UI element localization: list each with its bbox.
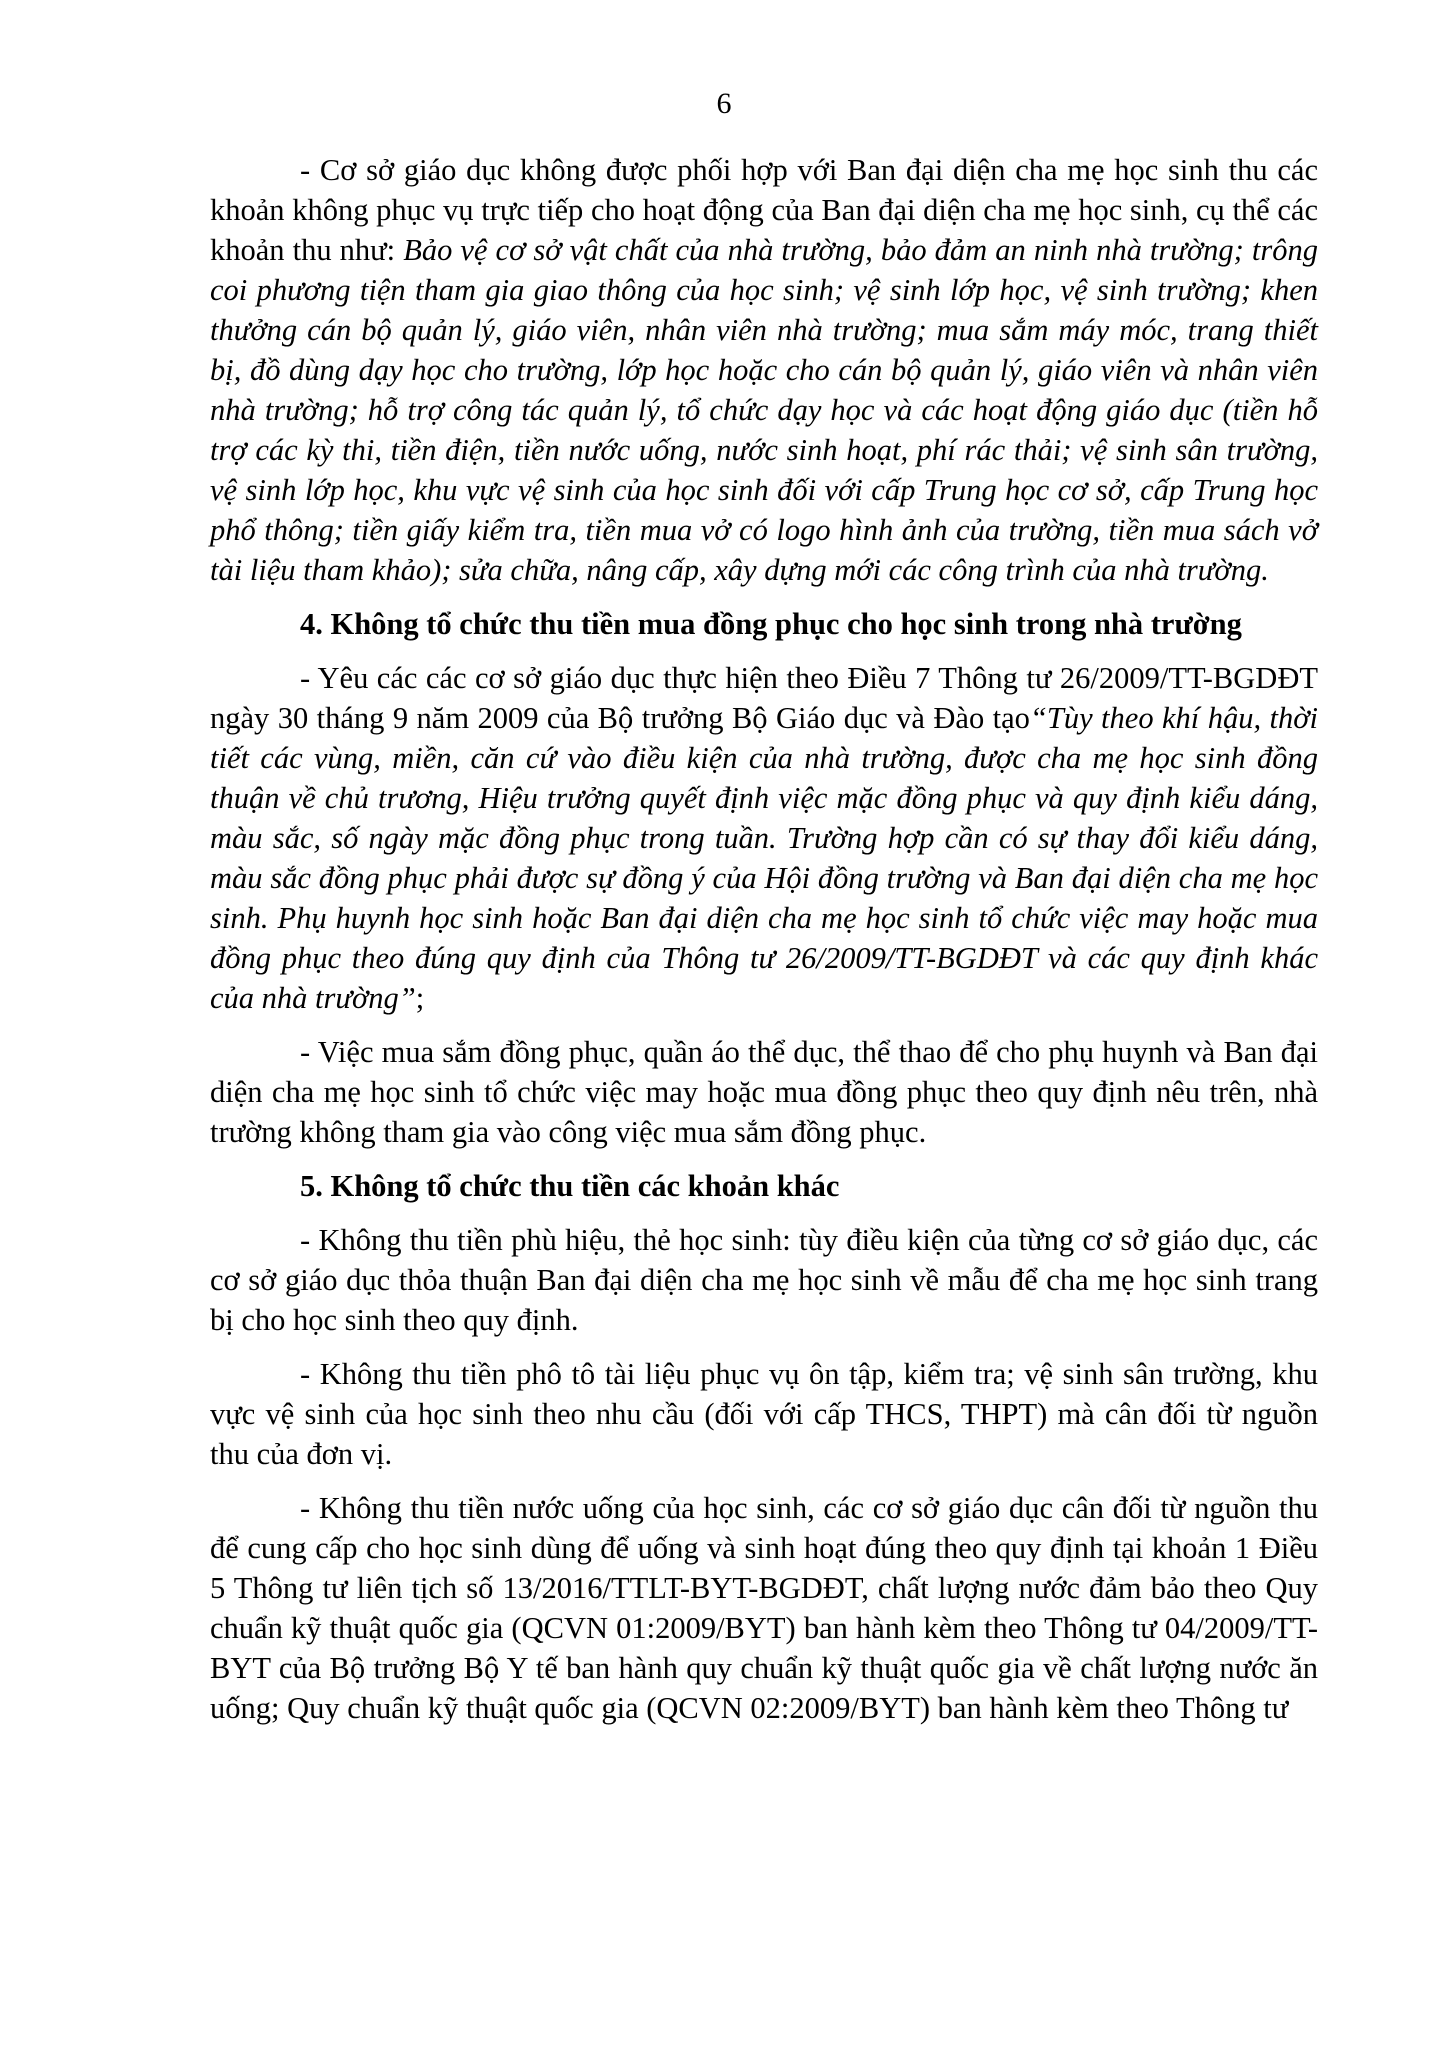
paragraph-uniform-purchase: - Việc mua sắm đồng phục, quần áo thể dục, thể thao để cho phụ huynh và Ban đại diện cha mẹ học sinh tổ chức việc may hoặc mua đồng phục theo quy định nêu trên, nhà trường không tham gia vào công việc mua sắm đồng phục. bbox=[210, 1035, 1318, 1149]
document-body bbox=[210, 150, 1318, 1742]
section-heading-other-fees: 5. Không tổ chức thu tiền các khoản khác bbox=[300, 1169, 840, 1203]
paragraph-drinking-water: - Không thu tiền nước uống của học sinh, các cơ sở giáo dục cân đối từ nguồn thu để cung cấp cho học sinh dùng để uống và sinh hoạt đúng theo quy định tại khoản 1 Điều 5 Thông tư liên tịch số 13/2016/TTLT-BYT-BGDĐT, chất lượng nước đảm bảo theo Quy chuẩn kỹ thuật quốc gia (QCVN 01:2009/BYT) ban hành kèm theo Thông tư 04/2009/TT-BYT của Bộ trưởng Bộ Y tế ban hành quy chuẩn kỹ thuật quốc gia về chất lượng nước ăn uống; Quy chuẩn kỹ thuật quốc gia (QCVN 02:2009/BYT) ban hành kèm theo Thông tư bbox=[210, 1491, 1318, 1725]
paragraph-italic-quote: “Tùy theo khí hậu, thời tiết các vùng, miền, căn cứ vào điều kiện của nhà trường, được cha mẹ học sinh đồng thuận về chủ trương, Hiệu trưởng quyết định việc mặc đồng phục và quy định kiểu dáng, màu sắc, số ngày mặc đồng phục trong tuần. Trường hợp cần có sự thay đổi kiểu dáng, màu sắc đồng phục phải được sự đồng ý của Hội đồng trường và Ban đại diện cha mẹ học sinh. Phụ huynh học sinh hoặc Ban đại diện cha mẹ học sinh tổ chức việc may hoặc mua đồng phục theo đúng quy định của Thông tư 26/2009/TT-BGDĐT và các quy định khác của nhà trường” bbox=[210, 701, 1318, 1015]
paragraph-text: - Cơ sở giáo dục không được phối hợp với Ban đại diện cha mẹ học sinh thu các khoản không phục vụ trực tiếp cho hoạt động của Ban đại diện cha mẹ học sinh, cụ thể các khoản thu như: bbox=[210, 153, 1318, 267]
page-number: 6 bbox=[716, 87, 732, 120]
paragraph-tail: ; bbox=[415, 981, 425, 1015]
paragraph-badges: - Không thu tiền phù hiệu, thẻ học sinh: tùy điều kiện của từng cơ sở giáo dục, các cơ sở giáo dục thỏa thuận Ban đại diện cha mẹ học sinh về mẫu để cha mẹ học sinh trang bị cho học sinh theo quy định. bbox=[210, 1223, 1318, 1337]
paragraph-uniform-regulation bbox=[210, 658, 1318, 1018]
section-heading-uniforms: 4. Không tổ chức thu tiền mua đồng phục cho học sinh trong nhà trường bbox=[300, 607, 1242, 641]
paragraph-photocopy: - Không thu tiền phô tô tài liệu phục vụ ôn tập, kiểm tra; vệ sinh sân trường, khu vực vệ sinh của học sinh theo nhu cầu (đối với cấp THCS, THPT) mà cân đối từ nguồn thu của đơn vị. bbox=[210, 1357, 1318, 1471]
paragraph-collection-restrictions bbox=[210, 150, 1318, 590]
paragraph-italic-list: Bảo vệ cơ sở vật chất của nhà trường, bảo đảm an ninh nhà trường; trông coi phương tiện tham gia giao thông của học sinh; vệ sinh lớp học, vệ sinh trường; khen thưởng cán bộ quản lý, giáo viên, nhân viên nhà trường; mua sắm máy móc, trang thiết bị, đồ dùng dạy học cho trường, lớp học hoặc cho cán bộ quản lý, giáo viên và nhân viên nhà trường; hỗ trợ công tác quản lý, tổ chức dạy học và các hoạt động giáo dục (tiền hỗ trợ các kỳ thi, tiền điện, tiền nước uống, nước sinh hoạt, phí rác thải; vệ sinh sân trường, vệ sinh lớp học, khu vực vệ sinh của học sinh đối với cấp Trung học cơ sở, cấp Trung học phổ thông; tiền giấy kiểm tra, tiền mua vở có logo hình ảnh của trường, tiền mua sách vở tài liệu tham khảo); sửa chữa, nâng cấp, xây dựng mới các công trình của nhà trường. bbox=[210, 233, 1318, 587]
paragraph-text: - Yêu các các cơ sở giáo dục thực hiện theo Điều 7 Thông tư 26/2009/TT-BGDĐT ngày 30 tháng 9 năm 2009 của Bộ trưởng Bộ Giáo dục và Đào tạo bbox=[210, 661, 1318, 735]
